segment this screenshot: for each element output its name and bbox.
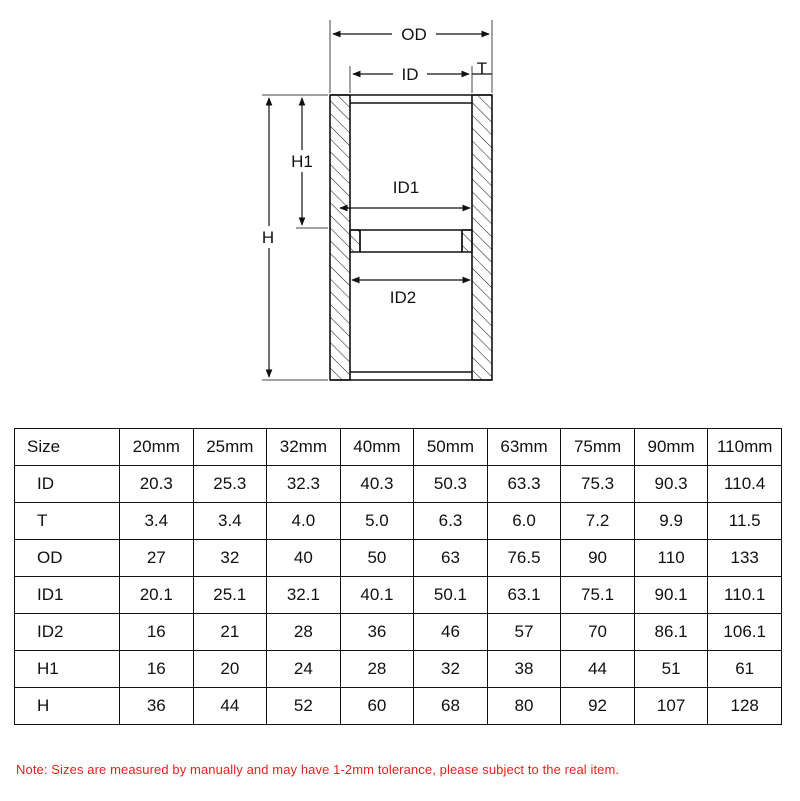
table-cell: 25.3 [193, 466, 267, 503]
table-cell: 40.1 [340, 577, 414, 614]
table-cell: 36 [120, 688, 194, 725]
row-label: ID2 [15, 614, 120, 651]
size-specification-table [14, 428, 782, 725]
id2-label: ID2 [389, 288, 417, 307]
table-cell: 3.4 [120, 503, 194, 540]
row-label: ID1 [15, 577, 120, 614]
h-label: H [261, 228, 275, 247]
table-cell: 63 [414, 540, 488, 577]
table-cell: 4.0 [267, 503, 341, 540]
table-cell: 63.1 [487, 577, 561, 614]
table-cell: 20 [193, 651, 267, 688]
table-cell: 44 [561, 651, 635, 688]
row-label: T [15, 503, 120, 540]
table-cell: 38 [487, 651, 561, 688]
table-cell: 57 [487, 614, 561, 651]
header-size: Size [15, 429, 120, 466]
table-cell: 68 [414, 688, 488, 725]
table-cell: 9.9 [634, 503, 708, 540]
table-cell: 36 [340, 614, 414, 651]
table-cell: 75.1 [561, 577, 635, 614]
header-cell: 20mm [120, 429, 194, 466]
t-label: T [476, 59, 488, 78]
row-label: H [15, 688, 120, 725]
table-cell: 76.5 [487, 540, 561, 577]
table-row [15, 614, 782, 651]
table-row [15, 540, 782, 577]
header-cell: 110mm [708, 429, 782, 466]
table-cell: 110 [634, 540, 708, 577]
table-row [15, 688, 782, 725]
table-cell: 20.1 [120, 577, 194, 614]
table-cell: 6.0 [487, 503, 561, 540]
table-cell: 86.1 [634, 614, 708, 651]
od-label: OD [401, 25, 427, 44]
table-cell: 51 [634, 651, 708, 688]
table-row [15, 503, 782, 540]
table-cell: 16 [120, 651, 194, 688]
row-label: H1 [15, 651, 120, 688]
header-cell: 40mm [340, 429, 414, 466]
table-cell: 20.3 [120, 466, 194, 503]
header-cell: 75mm [561, 429, 635, 466]
table-cell: 32 [414, 651, 488, 688]
table-cell: 110.1 [708, 577, 782, 614]
table-cell: 16 [120, 614, 194, 651]
table-row [15, 577, 782, 614]
table-cell: 7.2 [561, 503, 635, 540]
table-cell: 110.4 [708, 466, 782, 503]
table-cell: 90 [561, 540, 635, 577]
header-cell: 50mm [414, 429, 488, 466]
table-cell: 32.3 [267, 466, 341, 503]
table-cell: 46 [414, 614, 488, 651]
table-cell: 27 [120, 540, 194, 577]
header-cell: 90mm [634, 429, 708, 466]
table-cell: 90.3 [634, 466, 708, 503]
id-label: ID [401, 65, 419, 84]
table-cell: 92 [561, 688, 635, 725]
table-row [15, 651, 782, 688]
table-cell: 60 [340, 688, 414, 725]
table-header-row [15, 429, 782, 466]
table-cell: 61 [708, 651, 782, 688]
header-cell: 25mm [193, 429, 267, 466]
table-cell: 3.4 [193, 503, 267, 540]
pipe-coupling-diagram [0, 0, 800, 400]
table-cell: 106.1 [708, 614, 782, 651]
table-cell: 5.0 [340, 503, 414, 540]
row-label: OD [15, 540, 120, 577]
table-cell: 52 [267, 688, 341, 725]
table-cell: 128 [708, 688, 782, 725]
table-cell: 25.1 [193, 577, 267, 614]
table-cell: 28 [267, 614, 341, 651]
coupling-walls [330, 95, 492, 380]
table-cell: 32.1 [267, 577, 341, 614]
id1-label: ID1 [392, 178, 420, 197]
table-cell: 70 [561, 614, 635, 651]
table-cell: 44 [193, 688, 267, 725]
table-row [15, 466, 782, 503]
table-cell: 50.3 [414, 466, 488, 503]
table-cell: 63.3 [487, 466, 561, 503]
table-cell: 50 [340, 540, 414, 577]
table-cell: 32 [193, 540, 267, 577]
header-cell: 63mm [487, 429, 561, 466]
table-cell: 11.5 [708, 503, 782, 540]
table-cell: 133 [708, 540, 782, 577]
table-cell: 24 [267, 651, 341, 688]
table-cell: 28 [340, 651, 414, 688]
table-cell: 40.3 [340, 466, 414, 503]
table-cell: 75.3 [561, 466, 635, 503]
table-cell: 90.1 [634, 577, 708, 614]
tolerance-note: Note: Sizes are measured by manually and may have 1-2mm tolerance, please subject to the real item. [16, 762, 620, 777]
table-cell: 6.3 [414, 503, 488, 540]
table-cell: 50.1 [414, 577, 488, 614]
header-cell: 32mm [267, 429, 341, 466]
table-cell: 107 [634, 688, 708, 725]
table-cell: 40 [267, 540, 341, 577]
table-cell: 80 [487, 688, 561, 725]
table-cell: 21 [193, 614, 267, 651]
h1-label: H1 [291, 152, 313, 171]
row-label: ID [15, 466, 120, 503]
